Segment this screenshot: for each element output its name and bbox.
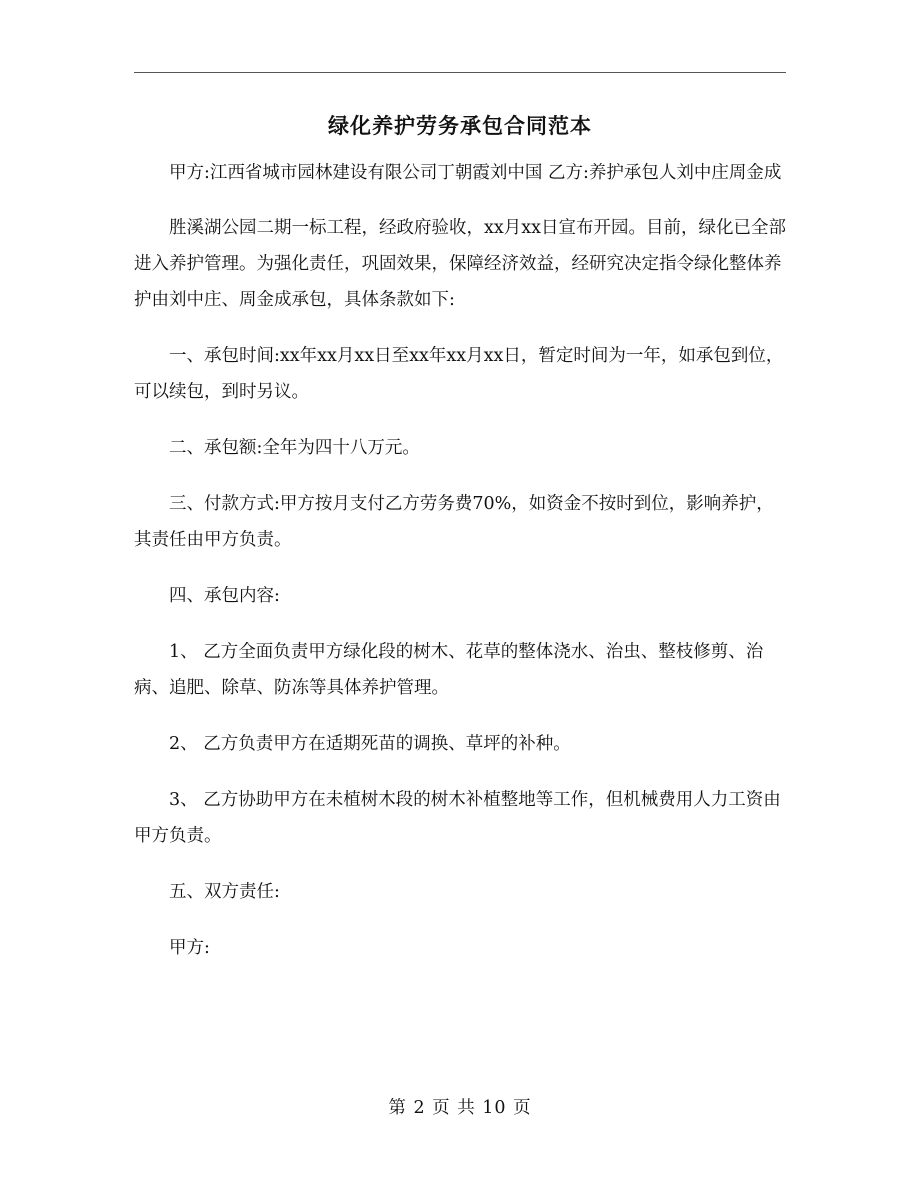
clause-payment-method: 三、付款方式:甲方按月支付乙方劳务费70%，如资金不按时到位，影响养护，其责任由甲方负责。 xyxy=(134,494,774,550)
party-a-label: 甲方: xyxy=(169,938,210,958)
document-title: 绿化养护劳务承包合同范本 xyxy=(328,113,592,138)
header-divider xyxy=(134,72,786,73)
clause-contract-period: 一、承包时间:xx年xx月xx日至xx年xx月xx日，暂定时间为一年，如承包到位，可以续包，到时另议。 xyxy=(134,346,784,402)
parties-paragraph: 甲方:江西省城市园林建设有限公司丁朝霞刘中国 乙方:养护承包人刘中庄周金成 xyxy=(169,163,782,183)
document-body xyxy=(134,155,786,986)
content-item-3: 3、 乙方协助甲方在未植树木段的树木补植整地等工作，但机械费用人力工资由甲方负责。 xyxy=(134,790,781,846)
clause-contract-amount: 二、承包额:全年为四十八万元。 xyxy=(169,438,420,458)
clause-responsibilities-heading: 五、双方责任: xyxy=(169,882,280,902)
page-number-label: 第 2 页 共 10 页 xyxy=(388,1098,532,1118)
clause-contract-content-heading: 四、承包内容: xyxy=(169,586,280,606)
intro-paragraph: 胜溪湖公园二期一标工程，经政府验收，xx月xx日宣布开园。目前，绿化已全部进入养护管理。为强化责任，巩固效果，保障经济效益，经研究决定指令绿化整体养护由刘中庄、周金成承包，具体条款如下: xyxy=(134,218,786,310)
content-item-2: 2、 乙方负责甲方在适期死苗的调换、草坪的补种。 xyxy=(169,734,571,754)
content-item-1: 1、 乙方全面负责甲方绿化段的树木、花草的整体浇水、治虫、整枝修剪、治病、追肥、除草、防冻等具体养护管理。 xyxy=(134,642,764,698)
page-footer xyxy=(0,1094,920,1119)
